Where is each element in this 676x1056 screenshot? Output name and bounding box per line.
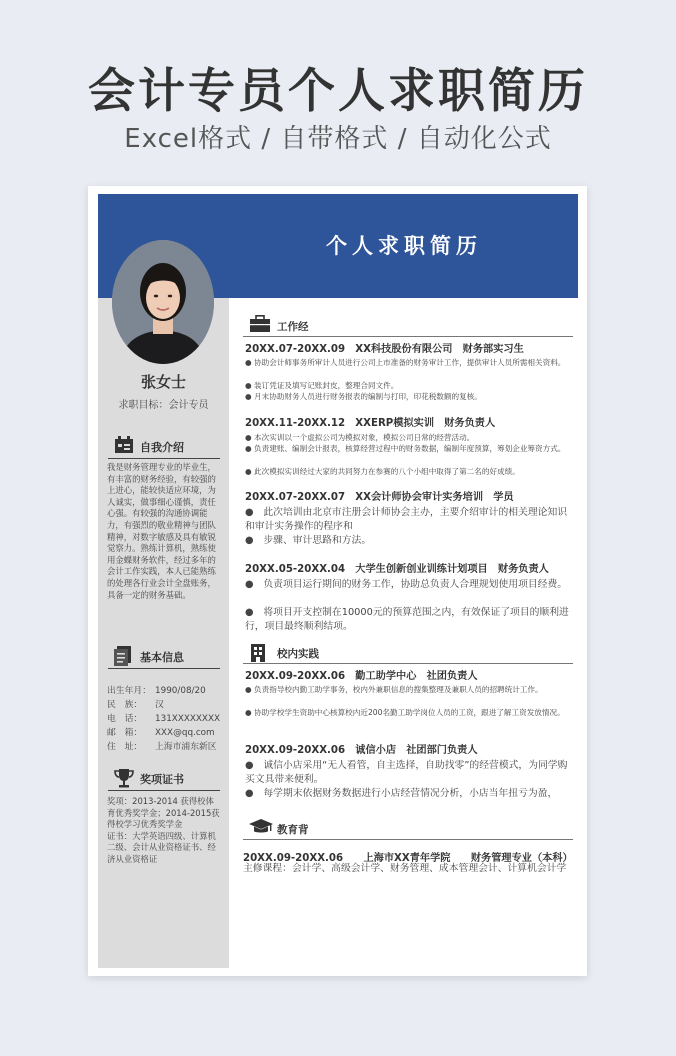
person-portrait-icon [112,240,214,364]
page-title: 会计专员个人求职简历 [88,64,588,119]
campus-entry-title: 20XX.09-20XX.06 勤工助学中心 社团负责人 [245,671,478,682]
graduation-cap-icon [249,818,273,840]
work-entry-bullet: ● 本次实训以一个虚拟公司为模拟对象，模拟公司日常的经营活动。 [245,433,475,442]
work-entry-bullet: ● 步骤、审计思路和方法。 [245,535,372,546]
work-label: 工作经 [277,321,309,333]
work-entry-bullet: ● 此次培训由北京市注册会计师协会主办，主要介绍审计的相关理论知识和审计实务操作的程序和 [245,507,568,532]
campus-entry-bullet: ● 诚信小店采用“无人看管，自主选择，自助找零”的经营模式，为同学购买文具带来便利。 [245,760,568,785]
work-entry-title: 20XX.05-20XX.04 大学生创新创业训练计划项目 财务负责人 [245,564,549,575]
work-entry-bullet: ● 将项目开支控制在10000元的预算范围之内，有效保证了项目的顺利进行，项目最终顺利结项。 [245,607,569,632]
education-courses: 主修课程：会计学、高级会计学、财务管理、成本管理会计、计算机会计学 [243,863,567,874]
work-entry-title: 20XX.07-20XX.09 XX科技股份有限公司 财务部实习生 [245,344,524,355]
self-intro-text: 我是财务管理专业的毕业生，有丰富的财务经验，有较强的上进心，能较快适应环境，为人诚实，做事细心谨慎，责任心强。有较强的沟通协调能力，有强烈的敬业精神与团队精神，对数字敏感及具有敏锐觉察力。熟练计算机，熟练使用金蝶财务软件，经过多年的会计工作实践，本人已能熟练的处理各行业会计全盘账务，具备一定的财务基础。 [107,462,216,600]
campus-entry-bullet: ● 协助学校学生资助中心核算校内近200名勤工助学岗位人员的工资，跟进了解工资发放情况。 [245,708,565,717]
campus-entry-bullet: ● 每学期末依据财务数据进行小店经营情况分析，小店当年扭亏为盈， [245,788,558,799]
resume-banner-title: 个人求职简历 [326,234,482,258]
profile-photo [112,240,214,364]
work-entry-bullet: ● 装订凭证及填写记账封皮，整理合同文件。 [245,381,399,390]
info-row-phone: 电 话： 131XXXXXXXX [107,714,221,724]
work-entry-bullet: ● 负责建账、编制会计报表，核算经营过程中的财务数据，编制年度预算，筹划企业筹资方式。 [245,444,566,453]
self-intro-label: 自我介绍 [140,441,184,454]
awards-heading [108,766,220,791]
campus-heading [243,641,573,664]
job-objective: 求职目标：会计专员 [118,400,209,411]
work-entry-title: 20XX.07-20XX.07 XX会计师协会审计实务培训 学员 [245,492,514,503]
campus-entry-bullet: ● 负责指导校内勤工助学事务，校内外兼职信息的搜集整理及兼职人员的招聘统计工作。 [245,685,543,694]
education-label: 教育背 [277,824,309,836]
basic-info-heading [108,644,220,669]
work-entry-bullet: ● 此次模拟实训经过大家的共同努力在参赛的八个小组中取得了第二名的好成绩。 [245,467,520,476]
page-subtitle: Excel格式 / 自带格式 / 自动化公式 [124,124,552,154]
awards-label: 奖项证书 [140,773,184,786]
education-title: 20XX.09-20XX.06 上海市XX青年学院 财务管理专业（本科） [243,853,573,864]
work-heading [243,314,573,337]
campus-entry-title: 20XX.09-20XX.06 诚信小店 社团部门负责人 [245,745,478,756]
work-entry-bullet: ● 协助会计师事务所审计人员进行公司上市准备的财务审计工作，提供审计人员所需相关资料。 [245,358,566,367]
education-heading [243,817,573,840]
info-row-birth: 出生年月： 1990/08/20 [107,686,206,696]
briefcase-icon [249,315,271,337]
work-entry-bullet: ● 月末协助财务人员进行财务报表的编制与打印，印花税数额的复核。 [245,392,482,401]
candidate-name: 张女士 [140,373,186,391]
trophy-icon [114,768,134,792]
info-row-email: 邮 箱： XXX@qq.com [107,728,215,738]
awards-text: 奖项：2013-2014 获得校体育优秀奖学金；2014-2015获得校学习优秀奖学金 证书：大学英语四级、计算机二级、会计从业资格证书、经济从业资格证 [107,796,220,864]
self-intro-heading [108,434,220,459]
building-icon [249,642,267,666]
work-entry-bullet: ● 负责项目运行期间的财务工作，协助总负责人合理规划使用项目经费。 [245,579,568,590]
calendar-icon [114,436,134,458]
work-entry-title: 20XX.11-20XX.12 XXERP模拟实训 财务负责人 [245,418,496,429]
info-row-address: 住 址： 上海市浦东新区 [107,742,217,752]
document-icon [114,646,132,670]
info-row-ethnicity: 民 族： 汉 [107,700,164,710]
campus-label: 校内实践 [277,648,319,660]
basic-info-label: 基本信息 [140,651,184,664]
